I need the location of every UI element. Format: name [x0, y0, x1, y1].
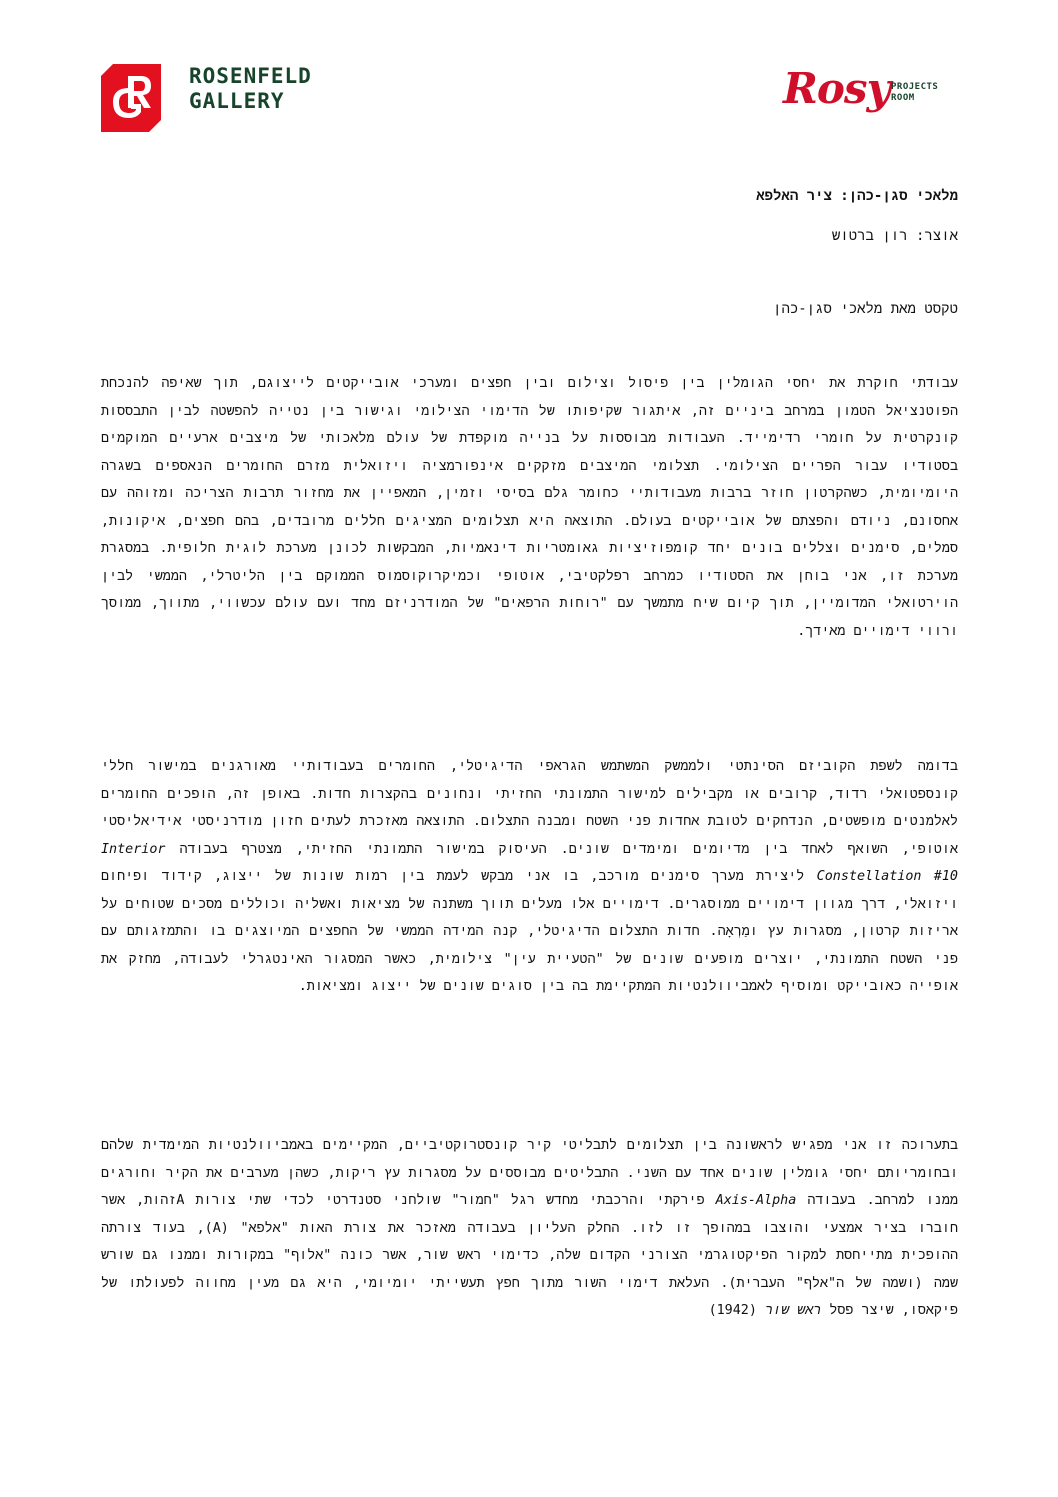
curator-line: אוצר: רון ברטוש [831, 228, 958, 244]
work-title-bull-head: ראש שור [765, 1303, 822, 1318]
gallery-mark-icon [101, 64, 161, 132]
paragraph-3 [101, 1132, 958, 1325]
paragraph-1: עבודתי חוקרת את יחסי הגומלין בין פיסול וצילום ובין חפצים ומערכי אובייקטים לייצוגם, תוך שאיפה להנכחת הפוטנציאל הטמון במרחב ביניים זה, איתגור שקיפותו של הדימוי הצילומי וגישור בין נטייה להפשטה לבין התבססות קונקרטית על חומרי רדימייד. העבודות מבוססות על בנייה מוקפדת של עולם מלאכותי של מיצבים ארעיים המוקמים בסטודיו עבור הפריים הצילומי. תצלומי המיצבים מזקקים אינפורמציה ויזואלית מזרם החומרים הנאספים בשגרה היומיומית, כשהקרטון חוזר ברבות מעבודותיי כחומר גלם בסיסי וזמין, המאפיין את מחזור תרבות הצריכה ומזוהה עם אחסונם, ניודם והפצתם של אובייקטים בעולם. התוצאה היא תצלומים המציגים חללים מרובדים, בהם חפצים, איקונות, סמלים, סימנים וצללים בונים יחד קומפוזיציות גאומטריות דינאמיות, המבקשות לכונן מערכת לוגית חלופית. במסגרת מערכת זו, אני בוחן את הסטודיו כמרחב רפלקטיבי, אוטופי וכמיקרוקוסמוס הממוקם בין הליטרלי, הממשי לבין הוירטואלי המדומיין, תוך קיום שיח מתמשך עם "רוחות הרפאים" של המודרניזם מחד ועם עולם עכשווי, מתווך, ממוסך ורווי דימויים מאידך. [101, 376, 958, 639]
paragraph-2-part-b: ליצירת מערך סימנים מורכב, בו אני מבקש לעמת בין רמות שונות של ייצוג, קידוד ופיחום ויזואלי, דרך מגוון דימויים ממוסגרים. דימויים אלו מעלים תווך משתנה של מציאות ואשליה וכוללים מסכים שטוחים על אריזות קרטון, מסגרות עץ ומַרְאָה. חדות התצלום הדיגיטלי, קנה המידה הממשי של החפצים המיוצגים בו והתמזגותם עם פני השטח התמונתי, יוצרים מופעים שונים של "הטעיית עין" צילומית, כאשר המסגור האינטגרלי לעבודה, מחזק את אופייה כאובייקט ומוסיף לאמביוולנטיות המתקיימת בה בין סוגים שונים של ייצוג ומציאות. [101, 869, 958, 994]
paragraph-3-part-a: בתערוכה זו אני מפגיש לראשונה בין תצלומים לתבליטי קיר קונסטרוקטיביים, המקיימים באמביוולנטיות המימדית שלהם ובחומריותם יחסי גומלין שונים אחד עם השני. התבליטים מבוססים על מסגרות עץ ריקות, כשהן מערבים את הקיר וחורגים ממנו למרחב. בעבודה [101, 1138, 958, 1208]
room-label: ROOM [891, 93, 915, 103]
gallery-name-line1: ROSENFELD [189, 64, 312, 88]
paragraph-2-part-a: בדומה לשפת הקוביזם הסינתטי ולממשק המשתמש הגראפי הדיגיטלי, החומרים בעבודותיי מאורגנים במישור חללי קונספטואלי רדוד, קרובים או מקבילים למישור התמונתי החזיתי ונחונים בהקצרות חדות. באופן זה, הופכים החומרים לאלמנטים מופשטים, הנדחקים לטובת אחדות פני השטח ומבנה התצלום. התוצאה מאזכרת לעתים חזון מודרניסטי אידיאליסטי אוטופי, השואף לאחד בין מדיומים ומימדים שונים. העיסוק במישור התמונתי החזיתי, מצטרף בעבודה [101, 759, 958, 857]
projects-label: PROJECTS [891, 82, 939, 92]
text-by-line: טקסט מאת מלאכי סגן-כהן [773, 301, 958, 317]
rosenfeld-gallery-logo [101, 64, 341, 134]
paragraph-2 [101, 753, 958, 1001]
rosy-projects-room-logo [783, 64, 963, 134]
work-title-axis-alpha: Axis-Alpha [715, 1193, 797, 1208]
paragraph-3-part-b: פירקתי והרכבתי מחדש רגל "חמור" שולחני סטנדרטי לכדי שתי צורות Aזהות, אשר חוברו בציר אמצעי והוצבו במהופך זו לזו. החלק העליון בעבודה מאזכר את צורת האות "אלפא" (A), בעוד צורתה ההופכית מתייחסת למקור הפיקטוגרמי הצורני הקדום שלה, כדימוי ראש שור, אשר כונה "אלוף" במקורות וממנו גם שורש שמה (ושמה של ה"אלף" העברית). העלאת דימוי השור מתוך חפץ תעשייתי יומיומי, היא גם מעין מחווה לפעולתו של פיקאסו, שיצר פסל [101, 1193, 958, 1318]
document-title: מלאכי סגן-כהן: ציר האלפא [756, 188, 958, 204]
work-title-interior-constellation: Interior Constellation #10 [101, 841, 958, 884]
paragraph-3-part-c: (1942) [708, 1303, 765, 1318]
gallery-name-line2: GALLERY [189, 89, 285, 113]
rosy-wordmark: Rosy [783, 64, 890, 113]
